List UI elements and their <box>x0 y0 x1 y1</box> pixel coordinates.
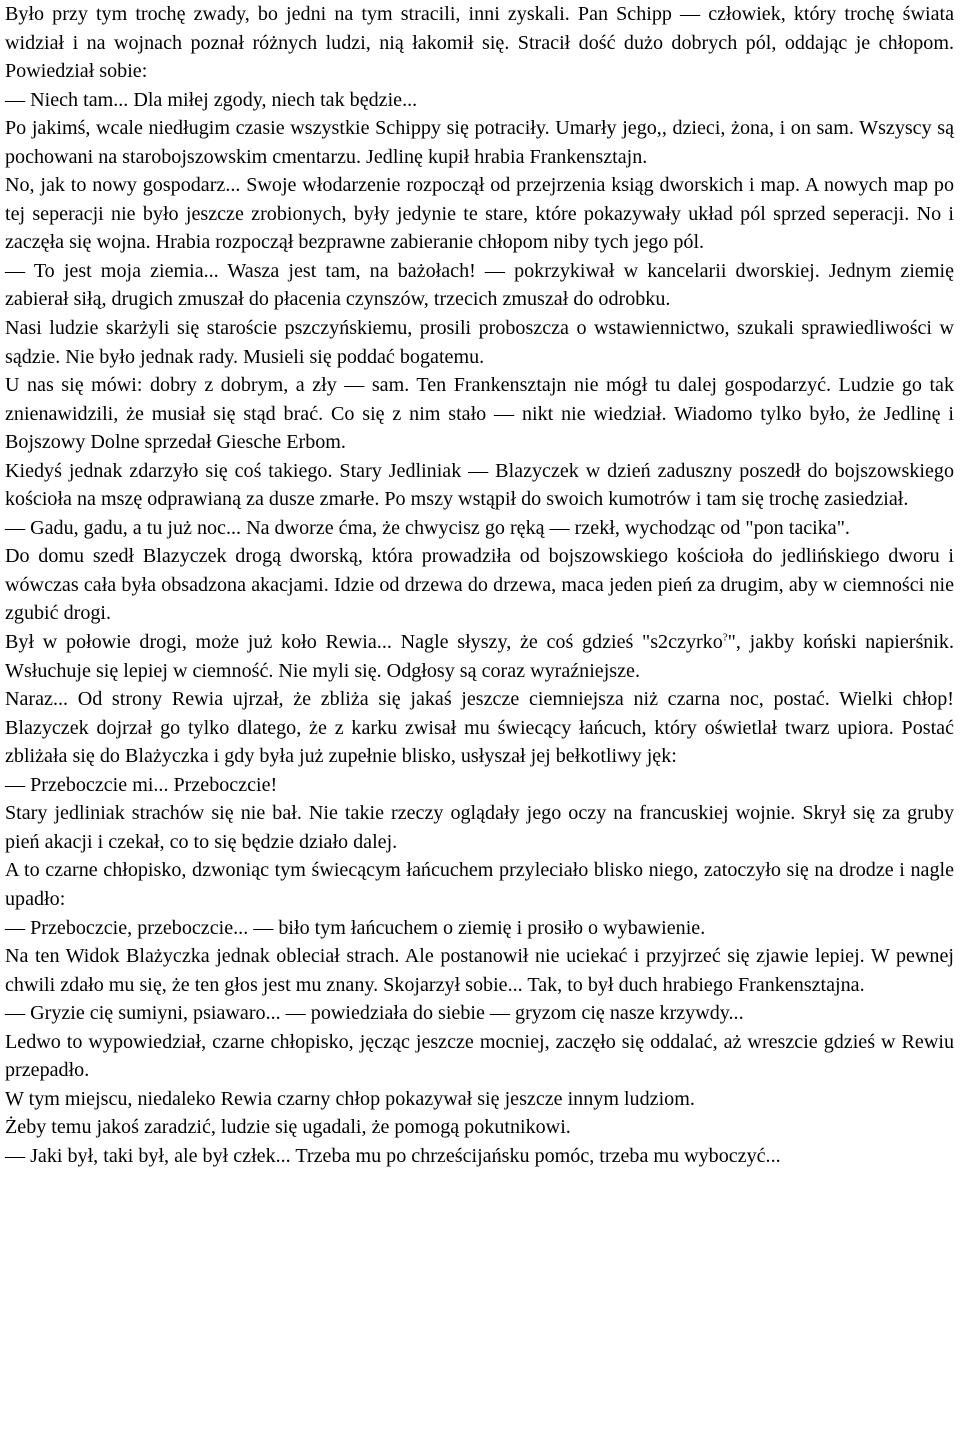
paragraph: W tym miejscu, niedaleko Rewia czarny chłop pokazywał się jeszcze innym ludziom. <box>5 1087 695 1110</box>
paragraph: Naraz... Od strony Rewia ujrzał, że zbliża się jakaś jeszcze ciemniejsza niż czarna noc, postać. Wielki chłop! Blazyczek dojrzał go tylko dlatego, że z karku zwisał mu świecący łańcuch, który oświetlał twarz upiora. Postać zbliżała się do Blażyczka i gdy była już zupełnie blisko, usłyszał jej bełkotliwy jęk: <box>5 688 954 768</box>
superscript-mark: ? <box>722 631 728 644</box>
paragraph: — Niech tam... Dla miłej zgody, niech tak będzie... <box>5 88 418 111</box>
paragraph: A to czarne chłopisko, dzwoniąc tym świecącym łańcuchem przyleciało blisko niego, zatoczyło się na drodze i nagle upadło: <box>5 859 954 910</box>
paragraph: Ledwo to wypowiedział, czarne chłopisko, jęcząc jeszcze mocniej, zaczęło się oddalać, aż wreszcie gdzieś w Rewiu przepadło. <box>5 1030 954 1082</box>
paragraph: Do domu szedł Blazyczek drogą dworską, która prowadziła od bojszowskiego kościoła do jedlińskiego dworu i wówczas cała była obsadzona akacjami. Idzie od drzewa do drzewa, maca jeden pień za drugim, aby w ciemności nie zgubić drogi. <box>5 545 954 625</box>
paragraph: — To jest moja ziemia... Wasza jest tam, na bażołach! — pokrzykiwał w kancelarii dworskiej. Jednym ziemię zabierał siłą, drugich zmuszał do płacenia czynszów, trzecich zmuszał do odrobku. <box>5 259 954 311</box>
paragraph: Na ten Widok Blażyczka jednak obleciał strach. Ale postanowił nie uciekać i przyjrzeć się zjawie lepiej. W pewnej chwili zdało mu się, że ten głos jest mu znany. Skojarzył sobie... Tak, to był duch hrabiego Frankensztajna. <box>5 945 954 996</box>
paragraph: U nas się mówi: dobry z dobrym, a zły — sam. Ten Frankensztajn nie mógł tu dalej gospodarzyć. Ludzie go tak znienawidzili, że musiał się stąd brać. Co się z nim stało — nikt nie wiedział. Wiadomo tylko było, że Jedlinę i Bojszowy Dolne sprzedał Giesche Erbom. <box>5 374 954 454</box>
paragraph: No, jak to nowy gospodarz... Swoje włodarzenie rozpoczął od przejrzenia ksiąg dworskich i map. A nowych map po tej seperacji nie było jeszcze zrobionych, były jedynie te stare, które pokazywały układ pól sprzed seperacji. No i zaczęła się wojna. Hrabia rozpoczął bezprawne zabieranie chłopom niby tych jego pól. <box>5 174 954 254</box>
paragraph: Kiedyś jednak zdarzyło się coś takiego. Stary Jedliniak — Blazyczek w dzień zaduszny poszedł do bojszowskiego kościoła na mszę odprawianą za dusze zmarłe. Po mszy wstąpił do swoich kumotrów i tam się trochę zasiedział. <box>5 459 954 511</box>
paragraph: — Jaki był, taki był, ale był człek... Trzeba mu po chrześcijańsku pomóc, trzeba mu wyboczyć... <box>5 1144 781 1167</box>
paragraph: Po jakimś, wcale niedługim czasie wszystkie Schippy się potraciły. Umarły jego,, dzieci, żona, i on sam. Wszyscy są pochowani na starobojszowskim cmentarzu. Jedlinę kupił hrabia Frankensztajn. <box>5 117 954 168</box>
paragraph <box>5 628 954 685</box>
paragraph: — Gadu, gadu, a tu już noc... Na dworze ćma, że chwycisz go ręką — rzekł, wychodząc od "pon tacika". <box>5 516 850 539</box>
paragraph: Nasi ludzie skarżyli się staroście pszczyńskiemu, prosili proboszcza o wstawiennictwo, szukali sprawiedliwości w sądzie. Nie było jednak rady. Musieli się poddać bogatemu. <box>5 317 954 368</box>
paragraph-text: ", jakby koński napierśnik. Wsłuchuje się lepiej w ciemność. Nie myli się. Odgłosy są coraz wyraźniejsze. <box>5 631 954 682</box>
paragraph: Żeby temu jakoś zaradzić, ludzie się ugadali, że pomogą pokutnikowi. <box>5 1116 571 1139</box>
paragraph: — Przeboczcie mi... Przeboczcie! <box>5 773 278 796</box>
paragraph: Było przy tym trochę zwady, bo jedni na tym stracili, inni zyskali. Pan Schipp — człowiek, który trochę świata widział i na wojnach poznał różnych ludzi, nią łakomił się. Stracił dość dużo dobrych pól, oddając je chłopom. Powiedział sobie: <box>5 3 954 83</box>
paragraph: Stary jedliniak strachów się nie bał. Nie takie rzeczy oglądały jego oczy na francuskiej wojnie. Skrył się za gruby pień akacji i czekał, co to się będzie działo dalej. <box>5 802 954 853</box>
paragraph: — Przeboczcie, przeboczcie... — biło tym łańcuchem o ziemię i prosiło o wybawienie. <box>5 916 706 939</box>
paragraph: — Gryzie cię sumiyni, psiawaro... — powiedziała do siebie — gryzom cię nasze krzywdy... <box>5 1002 744 1025</box>
paragraph-text: Był w połowie drogi, może już koło Rewia... Nagle słyszy, że coś gdzieś "s2czyrko <box>5 631 723 654</box>
